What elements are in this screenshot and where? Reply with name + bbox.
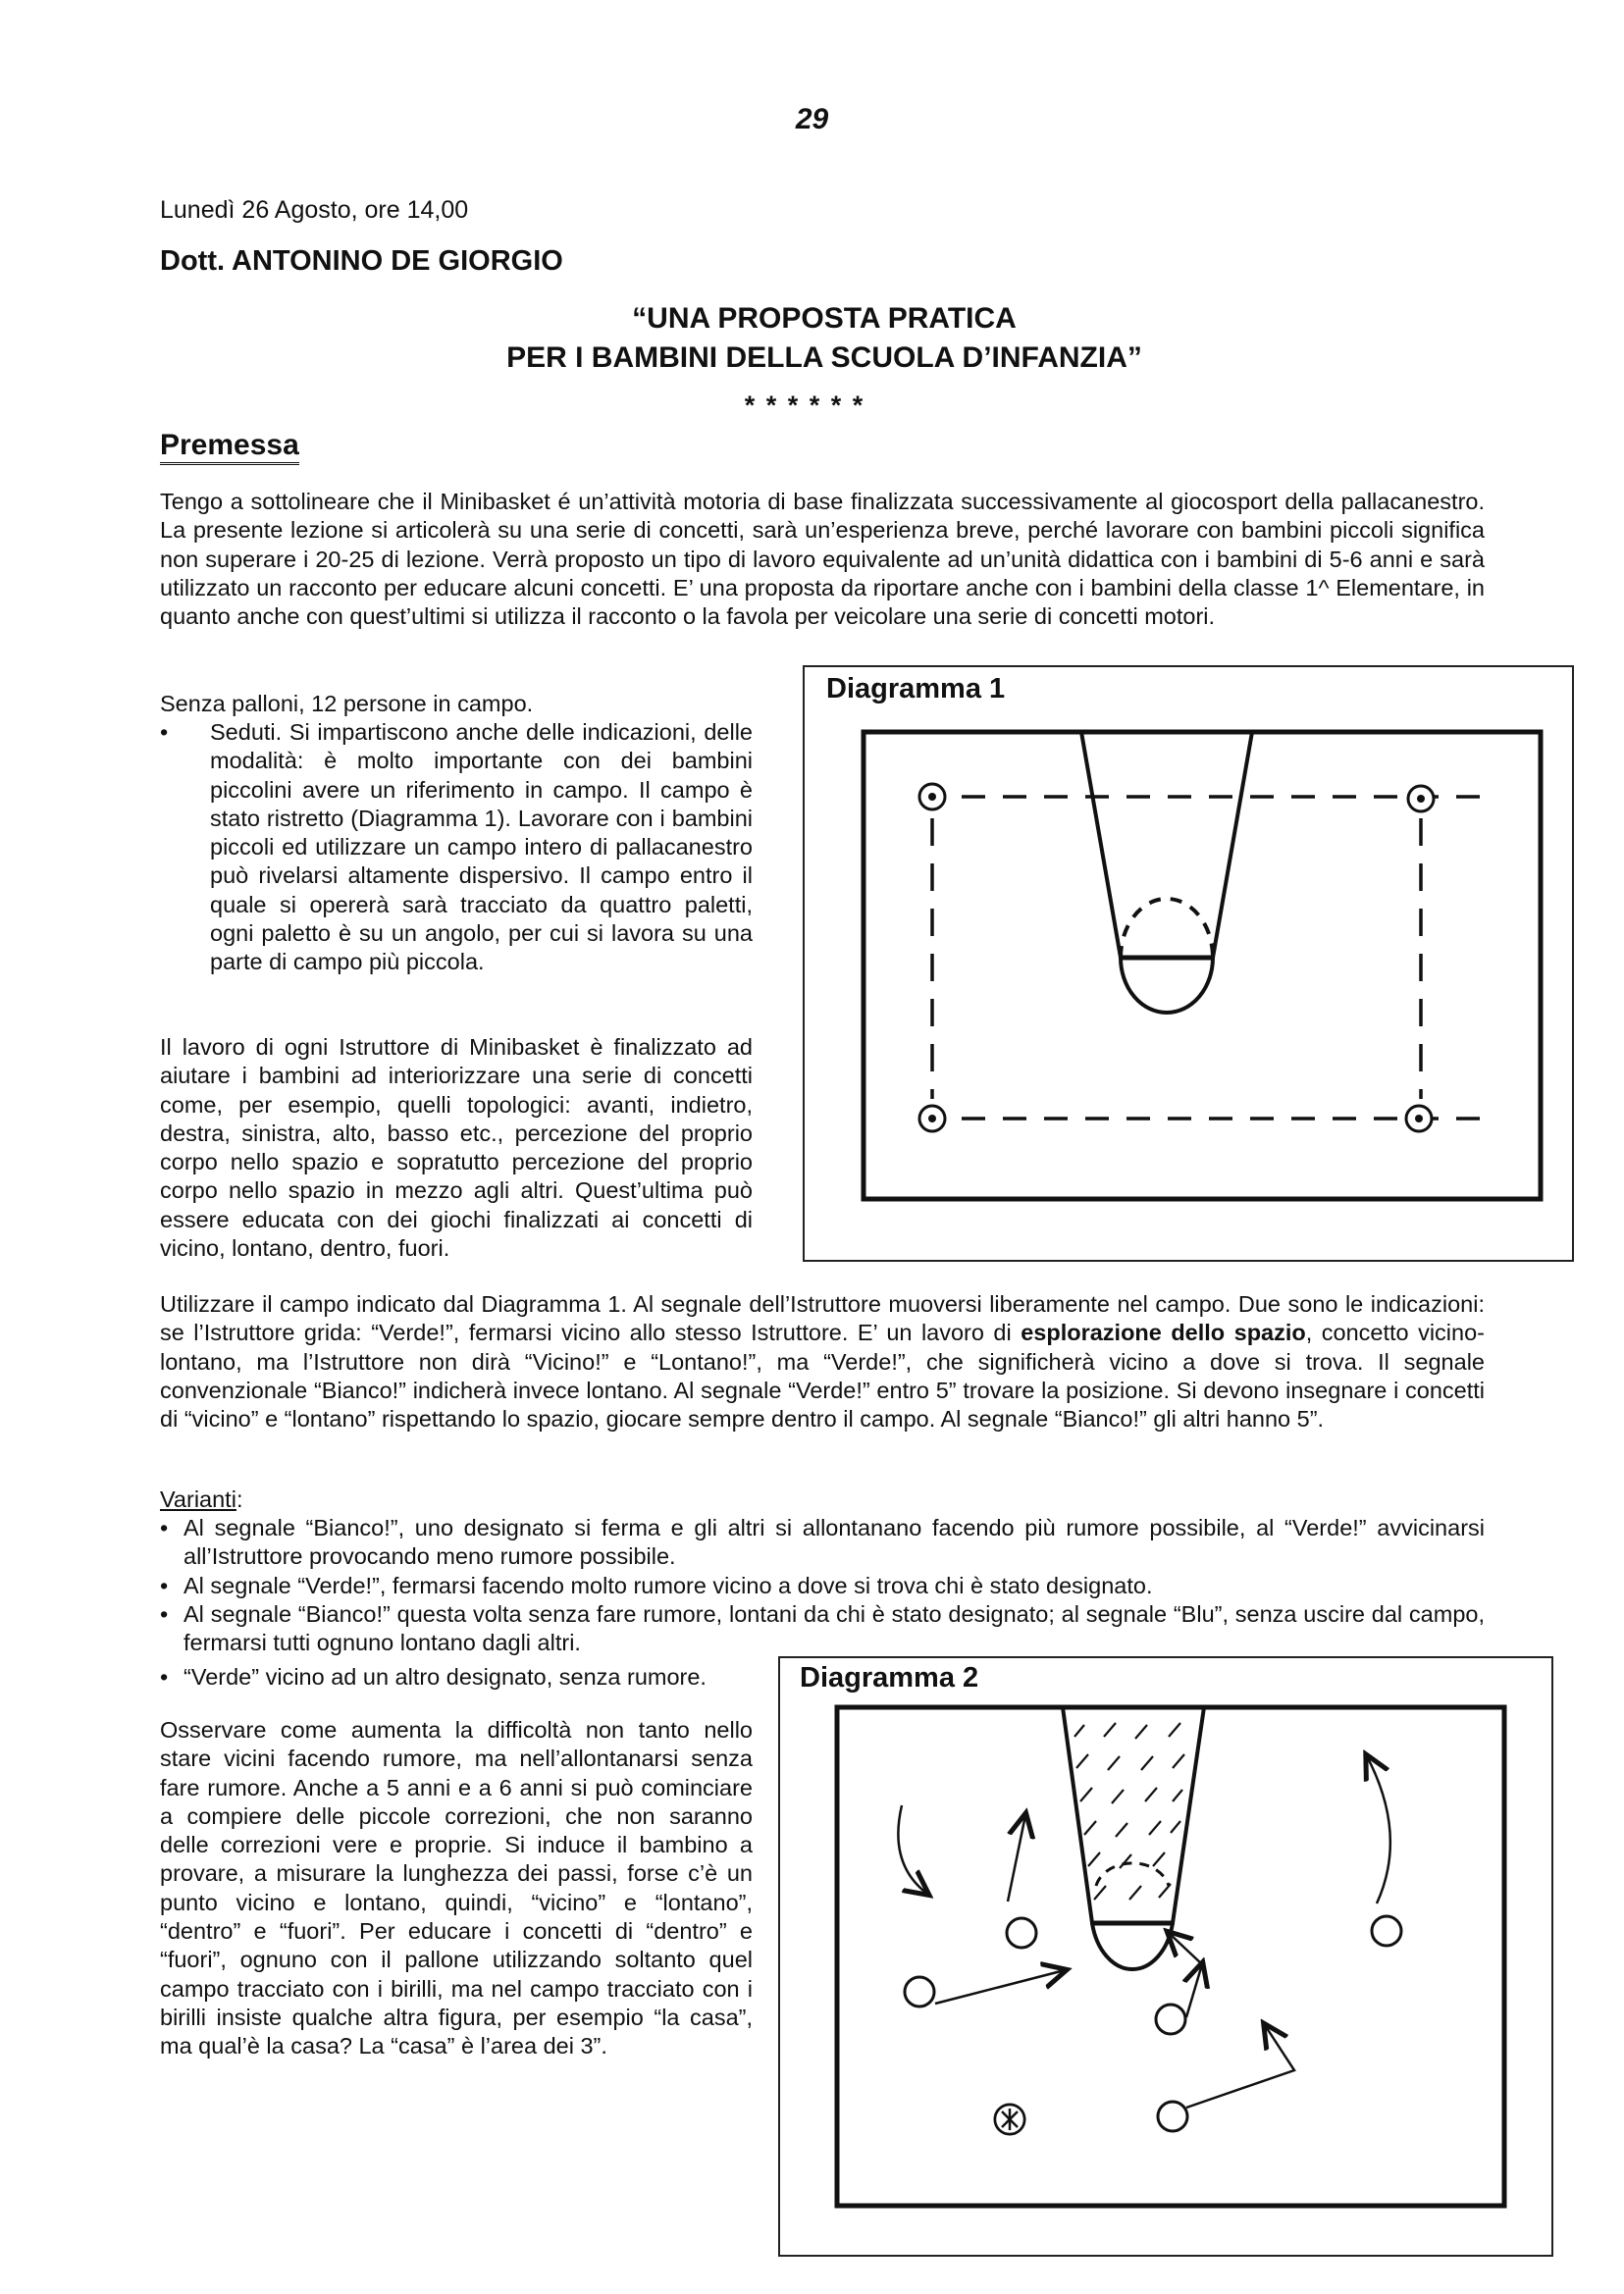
title-line-1: “UNA PROPOSTA PRATICA bbox=[632, 302, 1017, 335]
player-marker bbox=[1372, 1916, 1401, 1946]
variant-text: Al segnale “Verde!”, fermarsi facendo molto rumore vicino a dove si trova chi è stato designato. bbox=[183, 1572, 1153, 1598]
bullet-marker: • bbox=[160, 719, 169, 745]
key-area bbox=[1081, 732, 1252, 958]
bullet-marker: • bbox=[160, 1515, 169, 1540]
field-paragraph-bold: esplorazione dello spazio bbox=[1021, 1320, 1306, 1346]
movement-arrow bbox=[1169, 1933, 1202, 1964]
list-item bbox=[160, 1514, 1485, 1572]
designated-player-marker bbox=[995, 2105, 1024, 2134]
intro-paragraph: Tengo a sottolineare che il Minibasket é un’attività motoria di base finalizzata successivamente al giocosport della pallacanestro. La presente lezione si articolerà su una serie di concetti, sarà un’esperienza breve, perché lavorare con bambini piccoli significa non superare i 20-25 di lezione. Verrà proposto un tipo di lavoro equivalente ad un’unità didattica con i bambini di 5-6 anni e sarà utilizzato un racconto per educare alcuni concetti. E’ una proposta da riportare anche con i bambini della classe 1^ Elementare, in quanto anche con quest’ultimi si utilizza il racconto o la favola per veicolare una serie di concetti motori. bbox=[160, 489, 1485, 630]
court-outline bbox=[864, 732, 1541, 1199]
diagram-1-caption: Diagramma 1 bbox=[826, 673, 1006, 704]
section-heading: Premessa bbox=[160, 429, 299, 465]
bullet-marker: • bbox=[160, 1600, 169, 1627]
player-marker bbox=[1156, 2005, 1185, 2034]
bullet-marker: • bbox=[160, 1664, 169, 1690]
movement-arrow bbox=[1008, 1815, 1025, 1902]
setup-line: Senza palloni, 12 persone in campo. bbox=[160, 691, 534, 716]
diagram-1-court-drawing bbox=[805, 667, 1572, 1260]
variants-list-continued bbox=[160, 1663, 753, 1692]
movement-arrows bbox=[898, 1756, 1389, 2108]
free-throw-arc bbox=[1092, 1923, 1173, 1969]
player-marker bbox=[1007, 1918, 1036, 1948]
separator-stars: * * * * * * bbox=[744, 391, 865, 420]
list-item bbox=[160, 1572, 1485, 1600]
movement-arrow bbox=[1186, 2025, 1294, 2108]
list-item bbox=[160, 1663, 753, 1692]
field-paragraph-part1: Utilizzare il campo indicato dal Diagramma 1. Al segnale dell’Istruttore muoversi liberamente nel campo. Due sono le indicazioni: se l’Istruttore grida: “Verde!”, fermarsi vicino allo stesso Istruttore. E’ un lavoro di bbox=[160, 1291, 1485, 1346]
player-marker bbox=[905, 1977, 934, 2007]
field-paragraph-part2: , concetto vicino-lontano, ma l’Istruttore non dirà “Vicino!” e “Lontano!”, ma “Verde!”, che significherà vicino a dove si trova. Il segnale convenzionale “Bianco!” indicherà invece lontano. Al segnale “Verde!” entro 5” trovare la posizione. Si devono insegnare i concetti di “vicino” e “lontano” rispettando lo spazio, giocare sempre dentro il campo. Al segnale “Bianco!” gli altri hanno 5”. bbox=[160, 1320, 1485, 1433]
field-paragraph bbox=[160, 1290, 1485, 1434]
variants-colon: : bbox=[236, 1486, 243, 1512]
diagram-2 bbox=[778, 1656, 1553, 2257]
observe-paragraph: Osservare come aumenta la difficoltà non tanto nello stare vicini facendo rumore, ma nell’allontanarsi senza fare rumore. Anche a 5 anni e a 6 anni si può cominciare a compiere delle piccole correzioni, che non saranno delle correzioni vere e proprie. Si induce il bambino a provare, a misurare la lunghezza dei passi, forse c’è un punto vicino e lontano, quindi, “vicino” e “lontano”, “dentro” e “fuori”. Per educare i concetti di “dentro” e “fuori”, ognuno con il pallone utilizzando soltanto quel campo tracciato con i birilli, ma nel campo tracciato con i birilli insiste qualche altra figura, per esempio “la casa”, ma qual’è la casa? La “casa” è l’area dei 3”. bbox=[160, 1717, 753, 2059]
title-line-2: PER I BAMBINI DELLA SCUOLA D’INFANZIA” bbox=[506, 341, 1142, 374]
movement-arrow bbox=[1367, 1756, 1390, 1903]
variant-text: Al segnale “Bianco!” questa volta senza fare rumore, lontani da chi è stato designato; al segnale “Blu”, senza uscire dal campo, fermarsi tutti ognuno lontano dagli altri. bbox=[183, 1600, 1485, 1656]
diagram-2-caption: Diagramma 2 bbox=[800, 1662, 979, 1694]
diagram-2-court-drawing bbox=[780, 1658, 1551, 2255]
seated-bullet-text: Seduti. Si impartiscono anche delle indicazioni, delle modalità: è molto importante con dei bambini piccolini avere un riferimento in campo. Il campo è stato ristretto (Diagramma 1). Lavorare con i bambini piccoli ed utilizzare un campo intero di pallacanestro può rivelarsi altamente dispersivo. Il campo entro il quale si opererà sarà tracciato da quattro paletti, ogni paletto è su un angolo, per cui si lavora su una parte di campo più piccola. bbox=[210, 719, 753, 975]
free-throw-arc-dashed bbox=[1121, 899, 1213, 958]
date-line: Lunedì 26 Agosto, ore 14,00 bbox=[160, 196, 469, 224]
player-marker bbox=[1158, 2102, 1187, 2131]
list-item bbox=[160, 718, 753, 977]
movement-arrow bbox=[935, 1970, 1065, 2004]
variants-label: Varianti bbox=[160, 1486, 236, 1512]
bullet-marker: • bbox=[160, 1572, 169, 1598]
movement-arrow bbox=[898, 1805, 927, 1894]
page-number: 29 bbox=[795, 103, 829, 135]
list-item bbox=[160, 1600, 1485, 1658]
variant-text: Al segnale “Bianco!”, uno designato si ferma e gli altri si allontanano facendo più rumore possibile, al “Verde!” avvicinarsi all’Istruttore provocando meno rumore possibile. bbox=[183, 1515, 1485, 1570]
diagram-1 bbox=[803, 665, 1574, 1262]
key-hatching bbox=[1074, 1723, 1184, 1900]
free-throw-arc bbox=[1121, 958, 1213, 1013]
author-name: Dott. ANTONINO DE GIORGIO bbox=[160, 245, 563, 277]
instructor-paragraph: Il lavoro di ogni Istruttore di Minibasket è finalizzato ad aiutare i bambini ad interiorizzare una serie di concetti come, per esempio, quelli topologici: avanti, indietro, destra, sinistra, alto, basso etc., percezione del proprio corpo nello spazio e sopratutto percezione del proprio corpo nello spazio in mezzo agli altri. Quest’ultima può essere educata con dei giochi finalizzati ai concetti di vicino, lontano, dentro, fuori. bbox=[160, 1034, 753, 1262]
seated-bullet-list bbox=[160, 718, 753, 977]
lecture-title bbox=[373, 299, 1276, 378]
variant-text: “Verde” vicino ad un altro designato, senza rumore. bbox=[183, 1664, 707, 1690]
key-area-shaded bbox=[1063, 1707, 1204, 1923]
variants-list bbox=[160, 1514, 1485, 1657]
movement-arrow bbox=[1186, 1964, 1202, 2017]
players bbox=[905, 1916, 1401, 2134]
variants-heading bbox=[160, 1486, 242, 1514]
free-throw-arc-dashed bbox=[1096, 1863, 1169, 1886]
